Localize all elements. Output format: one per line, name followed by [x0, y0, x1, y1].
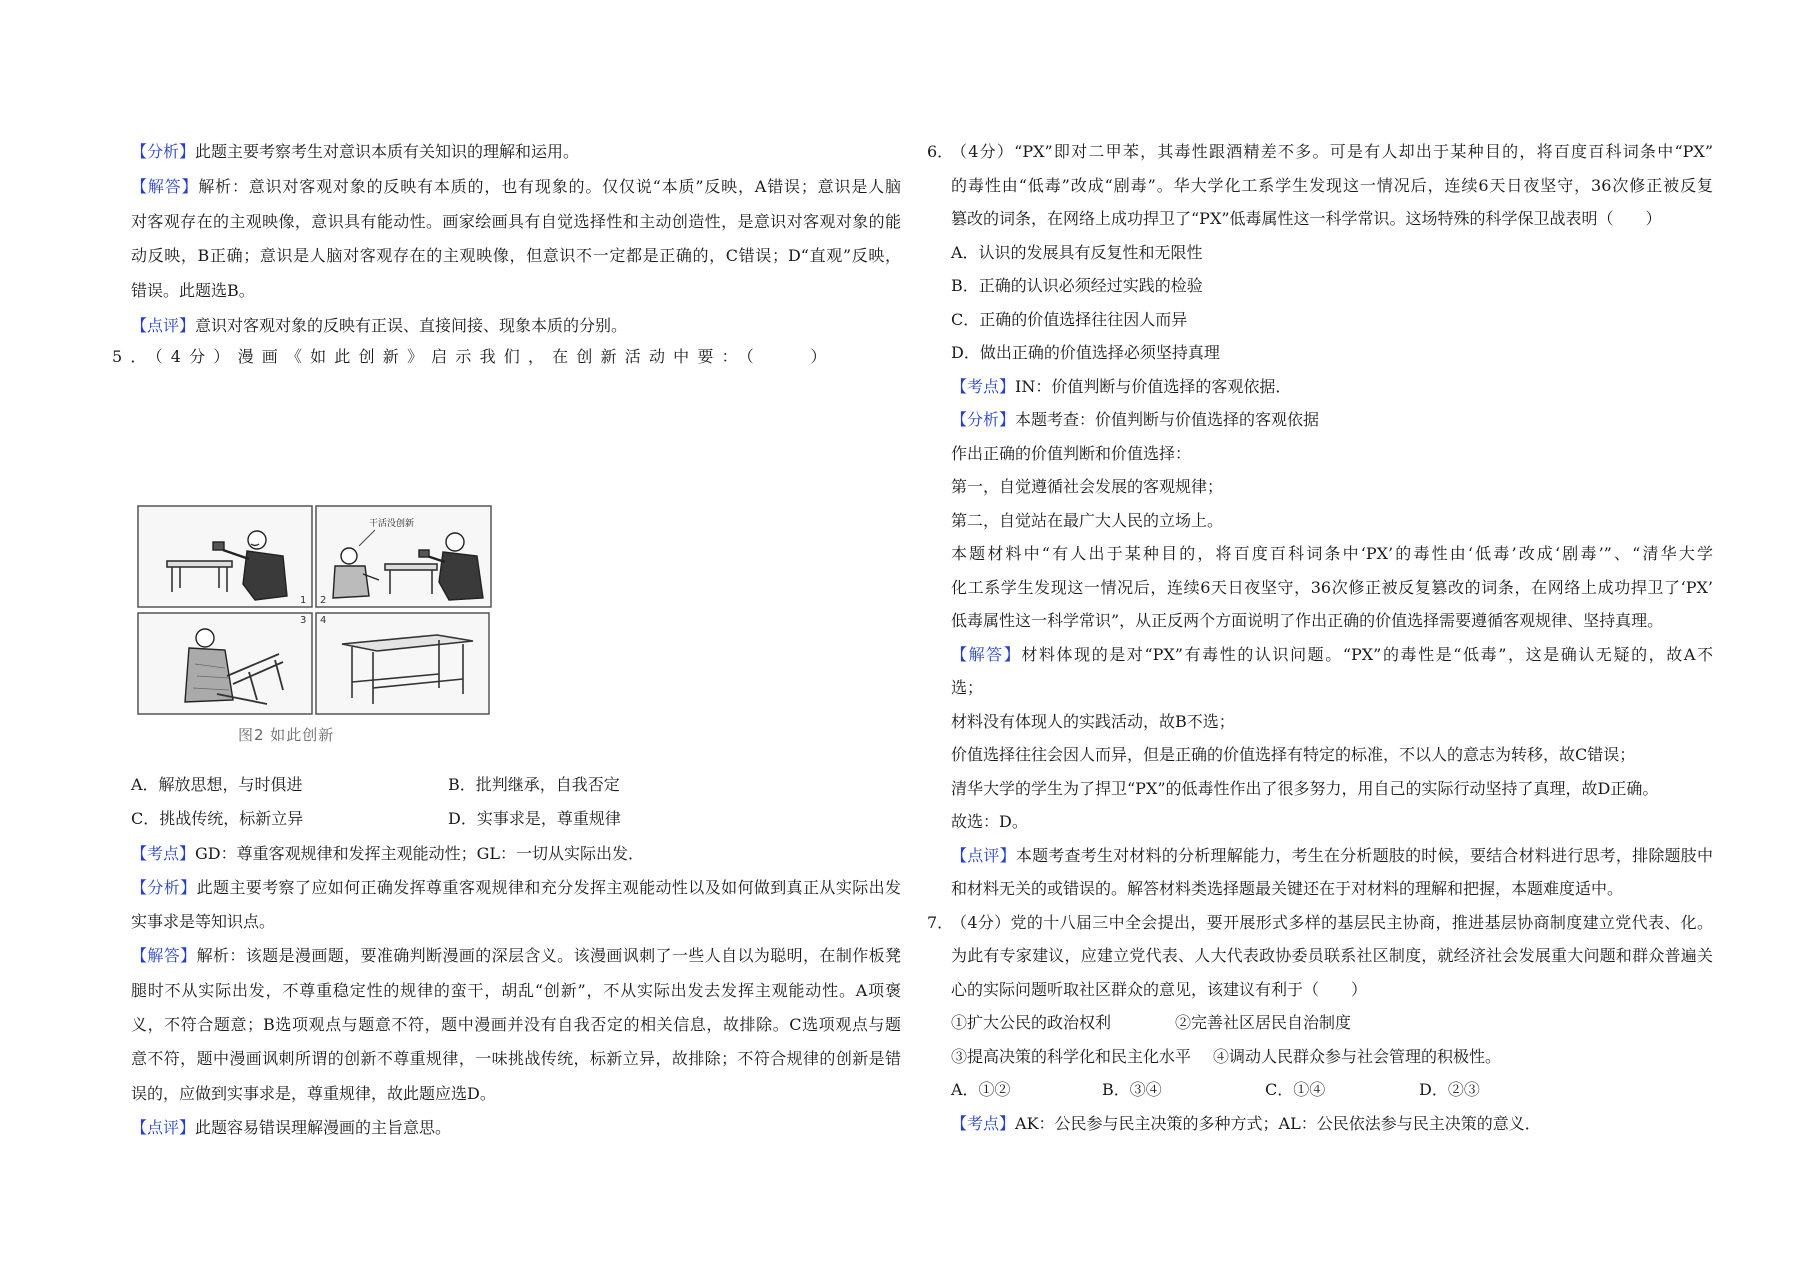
kaodian-label: 【考点】 [951, 376, 1016, 396]
comic-figure [137, 504, 493, 716]
q6-analysis-line: 第二，自觉站在最广大人民的立场上。 [951, 510, 1224, 530]
statement-1: ①扩大公民的政治权利 [951, 1013, 1112, 1032]
q5-number: 5． [112, 347, 155, 366]
q6-stem-text: （4分）“PX”即对二甲苯，其毒性跟酒精差不多。可是有人却出于某种目的，将百度百科词条中“PX” [951, 142, 1713, 161]
comic-panel-1 [138, 506, 312, 607]
q5-stem [112, 340, 902, 374]
kaodian-text: GD：尊重客观规律和发挥主观能动性；GL：一切从实际出发． [195, 843, 645, 863]
q6-analysis-line: 作出正确的价值判断和价值选择： [951, 443, 1192, 463]
statement-3: ③提高决策的科学化和民主化水平 [951, 1046, 1192, 1066]
option-b[interactable]: B．正确的认识必须经过实践的检验 [951, 276, 1203, 295]
kaodian-label: 【考点】 [951, 1113, 1016, 1133]
kaodian-text: IN：价值判断与价值选择的客观依据． [1015, 376, 1292, 396]
analysis-text: 此题主要考察考生对意识本质有关知识的理解和运用。 [195, 142, 580, 161]
q6-analysis-line [951, 403, 1713, 437]
q6-comment-line [951, 839, 1713, 873]
option-b[interactable]: B．③④ [1102, 1080, 1162, 1099]
option-a[interactable]: A．解放思想，与时俱进 [131, 775, 303, 794]
analysis-label: 【分析】 [131, 142, 196, 161]
option-d[interactable]: D．做出正确的价值选择必须坚持真理 [951, 343, 1220, 362]
q6-number: 6． [927, 142, 954, 161]
q7-number: 7． [927, 912, 954, 932]
speech-text: 干活没创新 [369, 519, 415, 529]
q5-options-row [131, 768, 901, 802]
panel-number: 1 [300, 595, 307, 606]
q6-answer-line: 选； [951, 678, 984, 697]
q6-answer-line: 故选：D。 [951, 812, 1028, 831]
q6-stem-line: 的毒性由“低毒”改成“剧毒”。华大学化工系学生发现这一情况后，连续6天日夜坚守，36次修正被反复 [951, 175, 1713, 195]
q6-kaodian-line [951, 370, 1713, 404]
comment-label: 【点评】 [951, 845, 1016, 865]
option-d[interactable]: D．②③ [1419, 1080, 1480, 1099]
q6-analysis-line: 第一，自觉遵循社会发展的客观规律； [951, 477, 1224, 496]
q7-stem-text: （4分）党的十八届三中全会提出，要开展形式多样的基层民主协商，推进基层协商制度建立党代表、化。 [951, 912, 1713, 932]
option-c[interactable]: C．正确的价值选择往往因人而异 [951, 309, 1188, 329]
answer-text: 材料体现的是对“PX”有毒性的认识问题。“PX”的毒性是“低毒”，这是确认无疑的，故A不 [1021, 644, 1713, 664]
q4-answer-line: 对客观存在的主观映像，意识具有能动性。画家绘画具有自觉选择性和主动创造性，是意识对客观对象的能 [131, 211, 901, 231]
q7-stem-line: 心的实际问题听取社区群众的意见，该建议有利于（ ） [951, 979, 1368, 999]
answer-text: 解析：该题是漫画题，要准确判断漫画的深层含义。该漫画讽刺了一些人自以为聪明，在制作板凳 [196, 946, 901, 966]
panel-number: 3 [300, 615, 307, 626]
q5-answer-line: 误的，应做到实事求是，尊重规律，故此题应选D。 [131, 1083, 496, 1103]
comment-label: 【点评】 [131, 315, 196, 335]
statement-2: ②完善社区居民自治制度 [1175, 1013, 1352, 1032]
q6-stem-line: 篡改的词条，在网络上成功捍卫了“PX”低毒属性这一科学常识。这场特殊的科学保卫战表明（ ） [951, 209, 1662, 228]
statement-4: ④调动人民群众参与社会管理的积极性。 [1213, 1046, 1502, 1066]
comment-text: 此题容易错误理解漫画的主旨意思。 [195, 1117, 452, 1137]
q5-stem-text: （4分）漫画《如此创新》启示我们，在创新活动中要：（ ） [154, 347, 835, 366]
analysis-label: 【分析】 [131, 877, 197, 897]
analysis-text: 本题考查：价值判断与价值选择的客观依据 [1015, 410, 1320, 429]
q6-analysis-line: 化工系学生发现这一情况后，连续6天日夜坚守，36次修正被反复篡改的词条，在网络上成功捍卫了‘PX’ [951, 577, 1713, 597]
answer-label: 【解答】 [131, 176, 199, 196]
q6-answer-line [951, 638, 1713, 672]
comment-text: 意识对客观对象的反映有正误、直接间接、现象本质的分别。 [195, 315, 628, 335]
q5-analysis-line: 实事求是等知识点。 [131, 912, 276, 932]
q6-comment-line: 和材料无关的或错误的。解答材料类选择题最关键还在于对材料的理解和把握，本题难度适中。 [951, 879, 1624, 898]
comic-panel-2 [316, 506, 491, 607]
answer-label: 【解答】 [131, 946, 197, 966]
q7-stem-line: 为此有专家建议，应建立党代表、人大代表政协委员联系社区制度，就经济社会发展重大问题和群众普遍关 [951, 946, 1713, 965]
answer-text: 解析：意识对客观对象的反映有本质的，也有现象的。仅仅说“本质”反映，A错误；意识是人脑 [198, 176, 901, 196]
q6-answer-line: 清华大学的学生为了捍卫“PX”的低毒性作出了很多努力，用自己的实际行动坚持了真理，故D正确。 [951, 778, 1659, 798]
q6-stem-line [927, 135, 1713, 169]
q4-analysis-line [131, 135, 901, 170]
option-a[interactable]: A．认识的发展具有反复性和无限性 [951, 242, 1203, 262]
q5-options-row [131, 802, 901, 836]
option-a[interactable]: A．①② [951, 1080, 1011, 1099]
q5-answer-line [131, 939, 901, 973]
option-c[interactable]: C．①④ [1265, 1080, 1326, 1099]
q7-stem-line [927, 906, 1713, 940]
q5-kaodian-line [131, 837, 901, 871]
q7-options-row [951, 1073, 1713, 1107]
panel-number: 2 [320, 595, 327, 606]
q5-answer-line: 义，不符合题意；B选项观点与题意不符，题中漫画并没有自我否定的相关信息，故排除。C选项观点与题 [131, 1015, 901, 1035]
analysis-text: 此题主要考察了应如何正确发挥尊重客观规律和充分发挥主观能动性以及如何做到真正从实际出发 [196, 877, 901, 897]
comic-panel-3 [138, 613, 312, 714]
q5-analysis-line [131, 871, 901, 905]
q6-answer-line: 材料没有体现人的实践活动，故B不选； [951, 711, 1235, 731]
panel-number: 4 [320, 615, 327, 626]
q6-answer-line: 价值选择往往会因人而异，但是正确的价值选择有特定的标准，不以人的意志为转移，故C错误； [951, 745, 1636, 764]
left-column-bottom [131, 768, 901, 1145]
left-column-top [131, 135, 901, 344]
comic-panel-4 [316, 613, 489, 714]
kaodian-label: 【考点】 [131, 843, 196, 863]
q5-comment-line [131, 1111, 901, 1145]
option-c[interactable]: C．挑战传统，标新立异 [131, 809, 304, 829]
kaodian-text: AK：公民参与民主决策的多种方式；AL：公民依法参与民主决策的意义． [1015, 1113, 1541, 1133]
q4-answer-line: 错误。此题选B。 [131, 281, 255, 301]
q5-answer-line: 腿时不从实际出发，不尊重稳定性的规律的蛮干，胡乱“创新”，不从实际出发去发挥主观能动性。A项褒 [131, 980, 901, 1000]
q5-answer-line: 意不符，题中漫画讽刺所谓的创新不尊重规律，一味挑战传统，标新立异，故排除；不符合规律的创新是错 [131, 1049, 901, 1069]
q6-analysis-line: 低毒属性这一科学常识”，从正反两个方面说明了作出正确的价值选择需要遵循客观规律、坚持真理。 [951, 611, 1664, 630]
q4-answer-line: 动反映，B正确；意识是人脑对客观存在的主观映像，但意识不一定都是正确的，C错误；D“直观”反映， [131, 246, 901, 266]
q7-items-row [951, 1040, 1713, 1074]
q7-items-row [951, 1006, 1713, 1040]
q6-analysis-line: 本题材料中“有人出于某种目的，将百度百科词条中‘PX’的毒性由‘低毒’改成‘剧毒’”、“清华大学 [951, 544, 1713, 563]
comment-text: 本题考查考生对材料的分析理解能力，考生在分析题肢的时候，要结合材料进行思考，排除题肢中 [1015, 845, 1713, 865]
q7-kaodian-line [951, 1107, 1713, 1141]
comment-label: 【点评】 [131, 1117, 196, 1137]
answer-label: 【解答】 [951, 644, 1022, 664]
option-b[interactable]: B．批判继承，自我否定 [448, 775, 620, 794]
option-d[interactable]: D．实事求是，尊重规律 [448, 809, 621, 829]
q4-answer-line [131, 170, 901, 205]
q4-comment-line [131, 309, 901, 344]
analysis-label: 【分析】 [951, 410, 1016, 429]
right-column [927, 135, 1713, 1140]
figure-caption: 图2 如此创新 [238, 726, 335, 744]
